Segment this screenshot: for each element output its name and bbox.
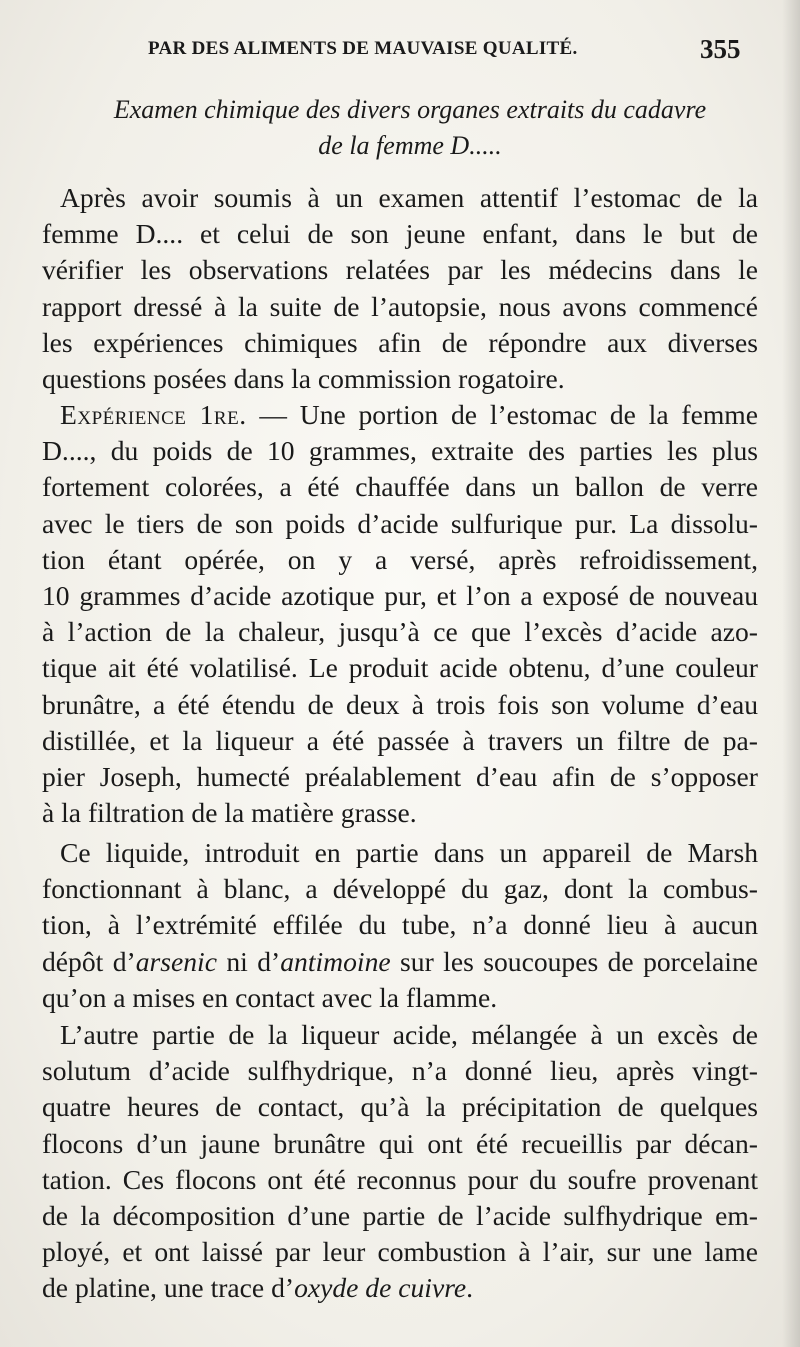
text-line: fortement colorées, a été chauffée dans un ballon de verre	[42, 471, 758, 503]
text-line	[42, 397, 758, 433]
experience-label: Expérience 1re.	[60, 399, 247, 430]
paragraph-experience-1	[42, 397, 758, 831]
text-line: femme D.... et celui de son jeune enfant, dans le but de	[42, 218, 758, 250]
text-line: rapport dressé à la suite de l’autopsie, nous avons commencé	[42, 290, 758, 322]
oxyde-de-cuivre-term: oxyde de cuivre	[294, 1272, 467, 1304]
text-line: D...., du poids de 10 grammes, extraite des parties les plus	[42, 435, 758, 467]
text-line: 10 grammes d’acide azotique pur, et l’on a exposé de nouveau	[42, 580, 758, 612]
page-edge-shadow	[782, 0, 800, 1347]
text-line: qu’on a mises en contact avec la flamme.	[42, 981, 498, 1013]
text-line: solutum d’acide sulfhydrique, n’a donné lieu, après vingt-	[42, 1055, 758, 1087]
text-line: tique ait été volatilisé. Le produit acide obtenu, d’une couleur	[42, 652, 758, 684]
experience-intro-text: — Une portion de l’estomac de la femme	[246, 399, 758, 430]
arsenic-term: arsenic	[135, 945, 217, 977]
text-line: ployé, et ont laissé par leur combustion à l’air, sur une lame	[42, 1236, 758, 1268]
text-line: questions posées dans la commission rogatoire.	[42, 363, 565, 395]
text-line: L’autre partie de la liqueur acide, mélangée à un excès de	[60, 1019, 758, 1050]
text-line: à la filtration de la matière grasse.	[42, 797, 417, 829]
section-title-line-2: de la femme D.....	[318, 131, 502, 160]
text-line: distillée, et la liqueur a été passée à travers un filtre de pa-	[42, 724, 758, 756]
section-title-line-1: Examen chimique des divers organes extraits du cadavre	[113, 95, 707, 124]
text-line: tation. Ces flocons ont été reconnus pour du soufre provenant	[42, 1163, 758, 1195]
page-number: 355	[700, 34, 741, 64]
text-line: brunâtre, a été étendu de deux à trois fois son volume d’eau	[42, 688, 758, 720]
text-line: à l’action de la chaleur, jusqu’à ce que l’excès d’acide azo-	[42, 616, 758, 648]
text-fragment: .	[466, 1272, 474, 1304]
text-line: pier Joseph, humecté préalablement d’eau afin de s’opposer	[42, 761, 758, 793]
text-fragment: de platine, une trace d’	[42, 1272, 295, 1304]
running-head: PAR DES ALIMENTS DE MAUVAISE QUALITÉ.	[148, 38, 578, 59]
text-line: Ce liquide, introduit en partie dans un appareil de Marsh	[60, 837, 758, 868]
paragraph-sulfhydric-test	[42, 1017, 758, 1307]
text-line: Après avoir soumis à un examen attentif l’estomac de la	[60, 182, 758, 213]
text-line: flocons d’un jaune brunâtre qui ont été recueillis par décan-	[42, 1127, 758, 1159]
text-line: fonctionnant à blanc, a développé du gaz, dont la combus-	[42, 873, 758, 905]
section-title	[40, 92, 780, 164]
text-line: vérifier les observations relatées par les médecins dans le	[42, 254, 758, 286]
text-line	[42, 944, 758, 980]
antimoine-term: antimoine	[280, 945, 391, 977]
text-line: avec le tiers de son poids d’acide sulfurique pur. La dissolu-	[42, 507, 758, 539]
text-line: quatre heures de contact, qu’à la précipitation de quelques	[42, 1091, 758, 1123]
paragraph-marsh-test	[42, 835, 758, 1016]
text-fragment: ni d’	[216, 945, 281, 977]
text-line: de la décomposition d’une partie de l’acide sulfhydrique em-	[42, 1200, 758, 1232]
text-line: tion étant opérée, on y a versé, après refroidissement,	[42, 543, 758, 575]
text-fragment: dépôt d’	[42, 945, 136, 977]
text-fragment: sur les soucoupes de porcelaine	[390, 945, 758, 977]
text-line: les expériences chimiques afin de répondre aux diverses	[42, 326, 758, 358]
text-line: tion, à l’extrémité effilée du tube, n’a donné lieu à aucun	[42, 909, 758, 941]
text-line	[42, 1270, 758, 1306]
paragraph-intro	[42, 180, 758, 397]
